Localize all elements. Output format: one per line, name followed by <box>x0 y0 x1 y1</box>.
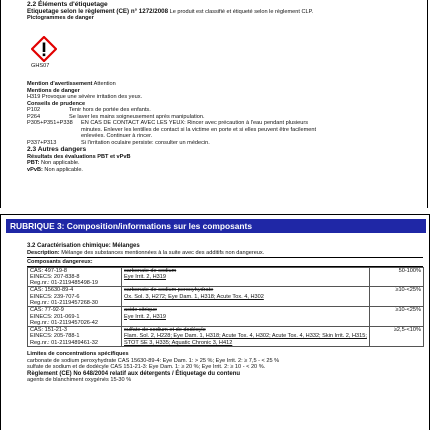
hazard-heading: Mentions de danger <box>27 87 80 94</box>
component-range: 50-100% <box>370 267 424 287</box>
vpvb-label: vPvB: <box>27 166 43 173</box>
precaution-row: P102 Tenir hors de portée des enfants. <box>27 107 151 113</box>
component-name-classification: sulfate de sodium et de dodécyle Flam. Sol. 2, H228; Eye Dam. 1, H318; Acute Tox. 4, H302; Acute Tox. 4, H332; Skin Irrit. 2, H315; STOT SE 3, H335; Aquatic Chronic 3, H412 <box>122 327 370 347</box>
precaution-row: P305+P351+P338 EN CAS DE CONTACT AVEC LES YEUX: Rincer avec précaution à l'eau pendant plusieurs <box>27 120 308 126</box>
rubrique-3-banner: RUBRIQUE 3: Composition/informations sur les composants <box>6 219 426 233</box>
vpvb-value: Non applicable. <box>44 166 83 173</box>
component-ids: CAS: 497-19-8 EINECS: 207-838-8 Reg.nr.: 01-2119485498-19 <box>28 267 122 287</box>
description-label: Description: <box>27 249 60 256</box>
exclamation-mark-pictogram-icon <box>31 36 57 62</box>
section-2-labelling <box>0 0 428 208</box>
components-heading: Composants dangereux: <box>27 257 423 267</box>
precaution-row: P264 Se laver les mains soigneusement après manipulation. <box>27 113 205 120</box>
labelling-heading: 2.2 Éléments d'étiquetage <box>27 1 108 8</box>
regulation-heading: Règlement (CE) No 648/2004 relatif aux détergents / Étiquetage du contenu <box>27 370 241 377</box>
section-3-composition <box>0 214 430 430</box>
limit-line: sulfate de sodium et de dodécyle CAS 151-21-3: Eye Dam. 1: ≥ 20 %; Eye Irrit. 2: ≥ 10 - < 20 %. <box>27 364 266 371</box>
pbt-heading: Résultats des évaluations PBT et vPvB <box>27 153 131 160</box>
signal-word-label: Mention d'avertissement <box>27 81 93 87</box>
component-range: ≥10-<25% <box>370 287 424 307</box>
hazard-statement: H319 Provoque une sévère irritation des yeux. <box>27 94 143 100</box>
signal-word: Attention <box>93 81 116 87</box>
pictograms-heading: Pictogrammes de danger <box>27 15 94 22</box>
pictogram-code: GHS07 <box>31 63 50 69</box>
precaution-row: minutes. Enlever les lentilles de contact si la victime en porte et si elles peuvent être facilement <box>81 126 317 133</box>
precaution-row: enlevées. Continuer à rincer. <box>81 133 153 139</box>
precaution-heading: Conseils de prudence <box>27 100 86 107</box>
table-row <box>28 307 424 327</box>
precaution-row: P337+P313 Si l'irritation oculaire persiste: consulter un médecin. <box>27 139 210 146</box>
table-row <box>28 327 424 347</box>
label-regulation-heading: Etiquetage selon le règlement (CE) n° 1272/2008 <box>27 7 169 15</box>
regulation-line: agents de blanchiment oxygénés 15-30 % <box>27 377 132 384</box>
table-row <box>28 287 424 307</box>
label-note: Le produit est classifié et étiqueté selon le règlement CLP. <box>169 8 314 15</box>
pbt-value: Non applicable. <box>41 160 80 167</box>
component-ids: CAS: 77-92-9 EINECS: 201-069-1 Reg.nr.: 01-2119457026-42 <box>28 307 122 327</box>
component-ids: CAS: 15630-89-4 EINECS: 239-707-6 Reg.nr.: 01-2119457268-30 <box>28 287 122 307</box>
component-ids: CAS: 151-21-3 EINECS: 205-788-1 Reg.nr.: 01-2119489461-32 <box>28 327 122 347</box>
description-text: Mélange des substances mentionnées à la suite avec des additifs non dangereux. <box>61 249 265 256</box>
component-name-classification: carbonate de sodium Eye Irrit. 2, H319 <box>122 267 370 287</box>
table-row <box>28 267 424 287</box>
char-heading: 3.2 Caractérisation chimique: Mélanges <box>27 243 140 249</box>
component-range: ≥2,5-<10% <box>370 327 424 347</box>
limits-heading: Limites de concentrations spécifiques <box>27 351 129 358</box>
component-name-classification: acide citrique Eye Irrit. 2, H319 <box>122 307 370 327</box>
components-table <box>27 267 424 348</box>
other-hazards-heading: 2.3 Autres dangers <box>27 146 87 153</box>
limit-line: carbonate de sodium peroxyhydrate CAS 15630-89-4: Eye Dam. 1: > 25 %; Eye Irrit. 2: ≥ 7,5 - < 25 % <box>27 357 280 364</box>
pbt-label: PBT: <box>27 160 40 167</box>
component-name-classification: carbonate de sodium peroxyhydrate Ox. Sol. 3, H272; Eye Dam. 1, H318; Acute Tox. 4, H302 <box>122 287 370 307</box>
component-range: ≥10-<25% <box>370 307 424 327</box>
